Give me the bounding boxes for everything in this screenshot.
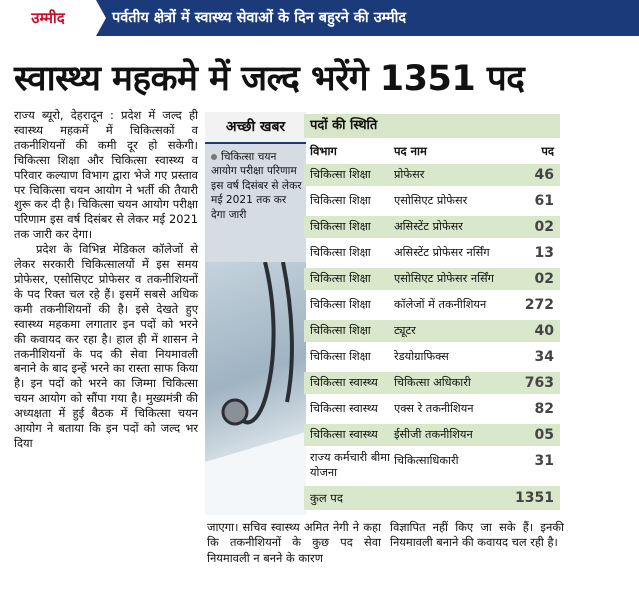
headline: स्वास्थ्य महकमे में जल्द भरेंगे 1351 पद [14, 59, 525, 99]
table-row: राज्य कर्मचारी बीमा योजना चिकित्साधिकारी 31 [310, 451, 554, 479]
good-news-note: चिकित्सा चयन आयोग परीक्षा परिणाम इस वर्ष दिसंबर से लेकर मई 2021 तक कर देगा जारी [211, 151, 302, 221]
article-continuation-1: जाएगा। सचिव स्वास्थ्य अमित नेगी ने कहा कि तकनीशियनों के कुछ पद सेवा नियमावली न बनने के कारण [207, 520, 381, 565]
header-dept: विभाग [310, 144, 337, 158]
stethoscope-icon [205, 262, 306, 515]
header-count: पद [541, 144, 554, 158]
table-row: चिकित्सा स्वास्थ्य एक्स रे तकनीशियन 82 [310, 401, 554, 417]
kicker-line: पर्वतीय क्षेत्रों में स्वास्थ्य सेवाओं के दिन बहुरने की उम्मीद [112, 10, 407, 26]
good-news-box [205, 112, 306, 515]
article-column [14, 108, 198, 451]
table-row: चिकित्सा शिक्षा ट्यूटर 40 [304, 320, 560, 342]
article-continuation-2: विज्ञापित नहीं किए जा सके हैं। इनकी नियमावली बनाने की कवायद चल रही है। [390, 520, 564, 550]
table-row: चिकित्सा स्वास्थ्य चिकित्सा अधिकारी 763 [304, 372, 560, 394]
total-value: 1351 [515, 490, 554, 506]
article-paragraph-2: प्रदेश के विभिन्न मेडिकल कॉलेजों से लेकर सरकारी चिकित्सालयों में इस समय प्रोफेसर, एसोसिएट प्रोफेसर व तकनीशियनों के पद रिक्त चल रहे हैं। इसमें सबसे अधिक कमी तकनीशियनों की है। इसे देखते हुए स्वास्थ्य महकमा लगातार इन पदों को भरने की कवायद कर रहा है। हाल ही में शासन ने तकनीशियनों के पद की सेवा नियमावली बनाने के बाद इन्हें भरने का रास्ता साफ किया है। इन पदों को भरने का जिम्मा चिकित्सा चयन आयोग को सौंपा गया है। मुख्यमंत्री की अध्यक्षता में हुई बैठक में चिकित्सा चयन आयोग ने बताया कि इन पदों को जल्द भर दिया [14, 242, 198, 450]
table-row: चिकित्सा शिक्षा असिस्टेंट प्रोफेसर नर्सिंग 13 [310, 245, 554, 261]
good-news-badge: अच्छी खबर [205, 112, 306, 144]
table-title: पदों की स्थिति [304, 114, 560, 138]
table-row: चिकित्सा स्वास्थ्य ईसीजी तकनीशियन 05 [304, 424, 560, 446]
table-row: चिकित्सा शिक्षा असिस्टेंट प्रोफेसर 02 [304, 216, 560, 238]
table-row: चिकित्सा शिक्षा कॉलेजों में तकनीशियन 272 [310, 297, 554, 313]
kicker-tag: उम्मीद [0, 0, 96, 36]
table-row: चिकित्सा शिक्षा रेडयोग्राफिक्स 34 [310, 349, 554, 365]
posts-table [304, 114, 560, 514]
doctor-stethoscope-photo [205, 262, 306, 515]
bullet-icon [211, 154, 217, 160]
table-row: चिकित्सा शिक्षा एसोसिएट प्रोफेसर नर्सिंग 02 [304, 268, 560, 290]
table-row: चिकित्सा शिक्षा प्रोफेसर 46 [304, 164, 560, 186]
total-label: कुल पद [310, 491, 343, 505]
table-row: चिकित्सा शिक्षा एसोसिएट प्रोफेसर 61 [310, 193, 554, 209]
table-header [304, 140, 560, 162]
kicker-bar [0, 0, 639, 36]
table-total-row [304, 486, 560, 510]
header-post: पद नाम [394, 144, 427, 158]
article-paragraph-1: राज्य ब्यूरो, देहरादून : प्रदेश में जल्द ही स्वास्थ्य महकमें में चिकित्सकों व तकनीशियनों की कमी दूर हो सकेगी। चिकित्सा शिक्षा और चिकित्सा स्वास्थ्य व परिवार कल्याण विभाग द्वारा भेजे गए प्रस्ताव पर चिकित्सा चयन आयोग ने भर्ती की तैयारी शुरू कर दी है। चिकित्सा चयन आयोग परीक्षा परिणाम इस वर्ष दिसंबर से लेकर मई 2021 तक जारी कर देगा। [14, 108, 198, 242]
